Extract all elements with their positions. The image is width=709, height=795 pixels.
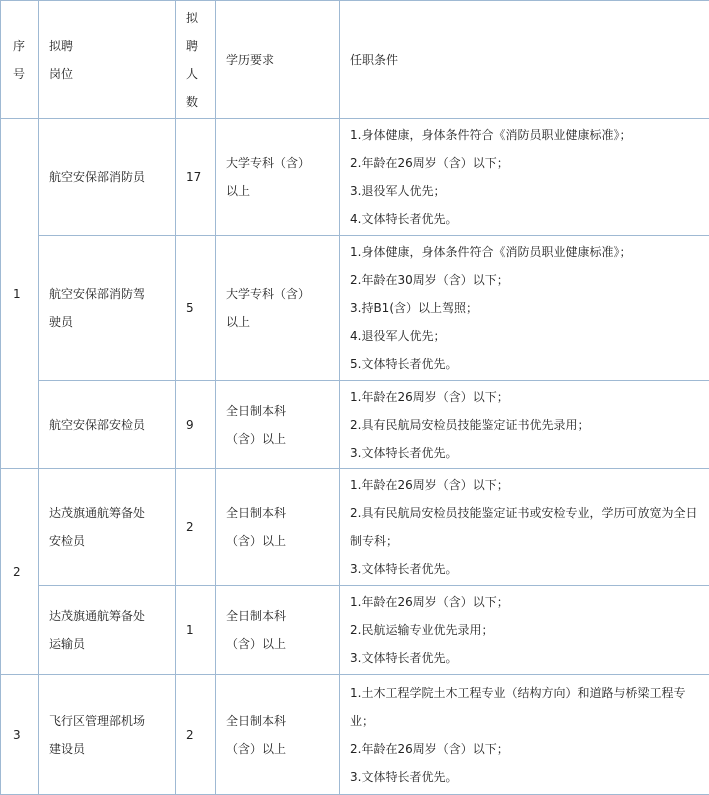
education-cell: [216, 381, 340, 469]
header-position-line: 拟聘: [49, 32, 165, 60]
header-education: 学历要求: [216, 1, 340, 119]
headcount-cell: 17: [176, 119, 216, 236]
education-line: 全日制本科: [226, 499, 329, 527]
header-headcount-line: 人: [186, 60, 205, 88]
requirement-item: 3.文体特长者优先。: [350, 439, 699, 467]
education-line: 全日制本科: [226, 397, 329, 425]
table-row: [1, 236, 709, 381]
education-line: （含）以上: [226, 735, 329, 763]
education-cell: [216, 586, 340, 675]
requirement-item: 3.退役军人优先；: [350, 177, 699, 205]
header-headcount-line: 拟: [186, 4, 205, 32]
position-line: 航空安保部消防员: [49, 163, 165, 191]
position-cell: [39, 469, 176, 586]
headcount-cell: 2: [176, 675, 216, 795]
header-position-line: 岗位: [49, 60, 165, 88]
table-row: [1, 675, 709, 795]
table-row: [1, 586, 709, 675]
requirement-item: 1.身体健康，身体条件符合《消防员职业健康标准》；: [350, 121, 699, 149]
requirement-item: 2.具有民航局安检员技能鉴定证书或安检专业，学历可放宽为全日制专科；: [350, 499, 699, 555]
header-headcount-line: 数: [186, 88, 205, 116]
education-line: 全日制本科: [226, 602, 329, 630]
position-line: 航空安保部消防驾: [49, 280, 165, 308]
position-cell: [39, 586, 176, 675]
education-cell: [216, 469, 340, 586]
serial-number-cell: 3: [1, 675, 39, 795]
serial-number-cell: 1: [1, 119, 39, 469]
requirement-item: 4.文体特长者优先。: [350, 205, 699, 233]
requirement-item: 2.民航运输专业优先录用；: [350, 616, 699, 644]
requirement-item: 1.年龄在26周岁（含）以下；: [350, 383, 699, 411]
requirements-cell: [340, 469, 709, 586]
position-line: 建设员: [49, 735, 165, 763]
position-cell: [39, 119, 176, 236]
education-line: 全日制本科: [226, 707, 329, 735]
headcount-cell: 1: [176, 586, 216, 675]
education-line: （含）以上: [226, 527, 329, 555]
requirements-cell: [340, 119, 709, 236]
header-headcount-line: 聘: [186, 32, 205, 60]
table-row: [1, 119, 709, 236]
position-line: 驶员: [49, 308, 165, 336]
position-line: 飞行区管理部机场: [49, 707, 165, 735]
position-cell: [39, 675, 176, 795]
headcount-cell: 2: [176, 469, 216, 586]
education-line: （含）以上: [226, 630, 329, 658]
header-position: [39, 1, 176, 119]
education-line: 以上: [226, 177, 329, 205]
header-headcount: [176, 1, 216, 119]
position-line: 航空安保部安检员: [49, 411, 165, 439]
requirement-item: 1.年龄在26周岁（含）以下；: [350, 471, 699, 499]
headcount-cell: 9: [176, 381, 216, 469]
requirements-cell: [340, 586, 709, 675]
education-line: 大学专科（含）: [226, 149, 329, 177]
education-line: （含）以上: [226, 425, 329, 453]
requirements-cell: [340, 236, 709, 381]
requirement-item: 5.文体特长者优先。: [350, 350, 699, 378]
requirement-item: 1.土木工程学院土木工程专业（结构方向）和道路与桥梁工程专业；: [350, 679, 699, 735]
requirements-cell: [340, 675, 709, 795]
position-line: 运输员: [49, 630, 165, 658]
header-serial-line: 号: [13, 60, 28, 88]
education-line: 以上: [226, 308, 329, 336]
serial-number-cell: 2: [1, 469, 39, 675]
position-cell: [39, 381, 176, 469]
position-line: 安检员: [49, 527, 165, 555]
header-serial-number: [1, 1, 39, 119]
requirement-item: 1.身体健康，身体条件符合《消防员职业健康标准》；: [350, 238, 699, 266]
requirements-cell: [340, 381, 709, 469]
requirement-item: 2.年龄在26周岁（含）以下；: [350, 735, 699, 763]
education-cell: [216, 119, 340, 236]
requirement-item: 1.年龄在26周岁（含）以下；: [350, 588, 699, 616]
requirement-item: 2.年龄在30周岁（含）以下；: [350, 266, 699, 294]
header-serial-line: 序: [13, 32, 28, 60]
requirement-item: 3.文体特长者优先。: [350, 644, 699, 672]
table-header-row: [1, 1, 709, 119]
table-row: [1, 381, 709, 469]
headcount-cell: 5: [176, 236, 216, 381]
requirement-item: 3.文体特长者优先。: [350, 555, 699, 583]
requirement-item: 3.文体特长者优先。: [350, 763, 699, 791]
header-requirements: 任职条件: [340, 1, 709, 119]
position-cell: [39, 236, 176, 381]
requirement-item: 3.持B1(含）以上驾照；: [350, 294, 699, 322]
position-line: 达茂旗通航筹备处: [49, 499, 165, 527]
education-cell: [216, 236, 340, 381]
education-line: 大学专科（含）: [226, 280, 329, 308]
requirement-item: 4.退役军人优先；: [350, 322, 699, 350]
requirement-item: 2.年龄在26周岁（含）以下；: [350, 149, 699, 177]
position-line: 达茂旗通航筹备处: [49, 602, 165, 630]
education-cell: [216, 675, 340, 795]
table-row: [1, 469, 709, 586]
requirement-item: 2.具有民航局安检员技能鉴定证书优先录用；: [350, 411, 699, 439]
